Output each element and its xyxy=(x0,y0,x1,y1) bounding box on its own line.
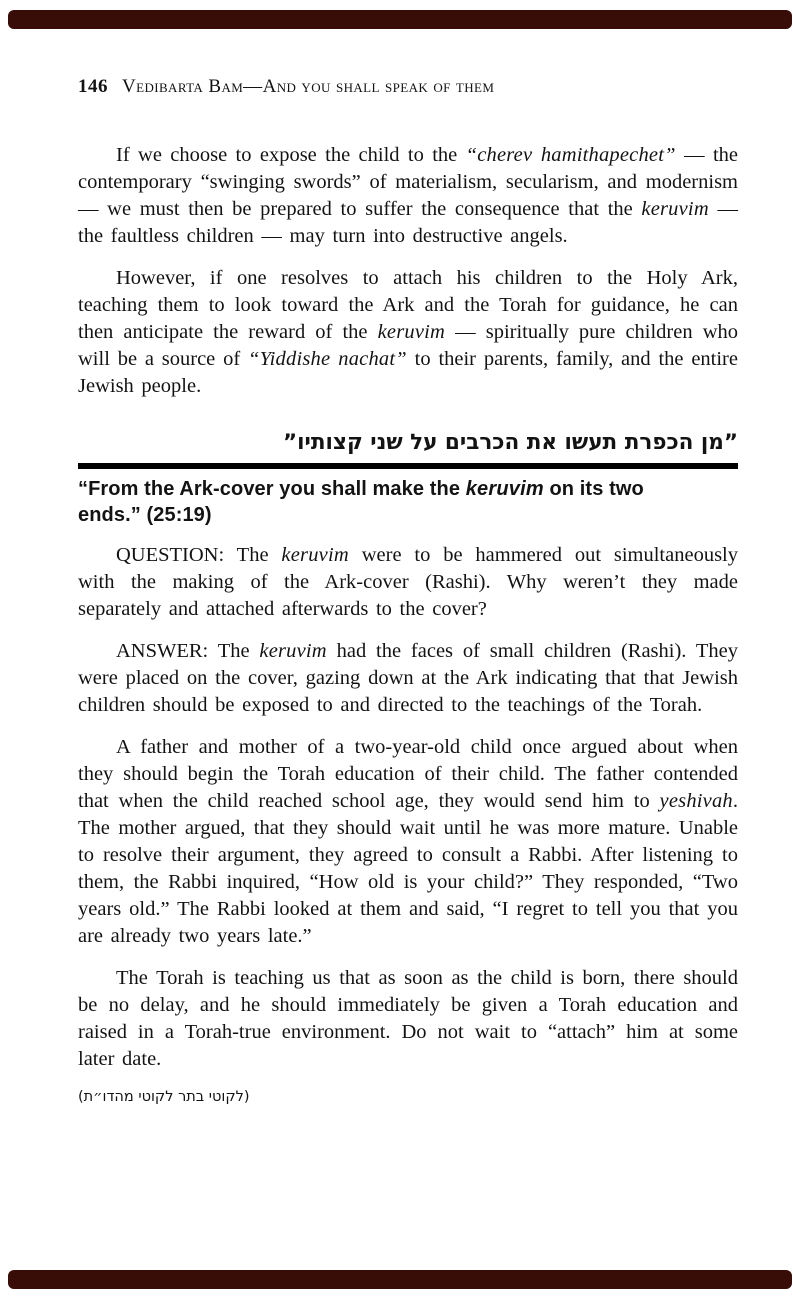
page-number: 146 xyxy=(78,76,108,97)
paragraph-question: QUESTION: The keruvim were to be hammered out simultaneously with the making of the Ark-cover (Rashi). Why weren’t they made separately and attached afterwards to the cover? xyxy=(78,544,739,620)
running-title: Vedibarta Bam—And you shall speak of them xyxy=(122,76,495,97)
paragraph-torah-lesson: The Torah is teaching us that as soon as the child is born, there should be no delay, and he should immediately be given a Torah education and raised in a Torah-true environment. Do not wait to “attach” him at some later date. xyxy=(78,967,738,1070)
scan-edge-top-bar xyxy=(8,10,792,29)
page-content xyxy=(78,76,738,1106)
paragraph-story-rabbi: A father and mother of a two-year-old child once argued about when they should begin the Torah education of their child. The father contended that when the child reached school age, they would send him to yeshivah. The mother argued, that they should wait until he was more mature. Unable to resolve their argument, they agreed to consult a Rabbi. After listening to them, the Rabbi inquired, “How old is your child?” They responded, “Two years old.” The Rabbi looked at them and said, “I regret to tell you that you are already two years late.” xyxy=(78,736,738,947)
hebrew-verse-heading: ”מן הכפרת תעשו את הכרבים על שני קצותיו” xyxy=(283,430,738,455)
scan-edge-bottom-bar xyxy=(8,1270,792,1289)
page-header xyxy=(78,76,738,98)
paragraph-holy-ark-reward: However, if one resolves to attach his children to the Holy Ark, teaching them to look toward the Ark and the Torah for guidance, he can then anticipate the reward of the keruvim — spiritually pure children who will be a source of “Yiddishe nachat” to their parents, family, and the entire Jewish people. xyxy=(78,267,739,397)
source-citation: (לקוטי בתר לקוטי מהדו״ת) xyxy=(78,1089,250,1105)
paragraph-answer: ANSWER: The keruvim had the faces of small children (Rashi). They were placed on the cover, gazing down at the Ark indicating that that Jewish children should be exposed to and directed to the teachings of the Torah. xyxy=(78,640,738,716)
verse-translation-heading: “From the Ark-cover you shall make the keruvim on its two ends.” (25:19) xyxy=(78,478,644,526)
divider-rule xyxy=(78,463,738,469)
paragraph-cherev-warning: If we choose to expose the child to the “cherev hamithapechet” — the contemporary “swinging swords” of materialism, secularism, and modernism — we must then be prepared to suffer the consequence that the keruvim — the faultless children — may turn into destructive angels. xyxy=(78,144,738,247)
